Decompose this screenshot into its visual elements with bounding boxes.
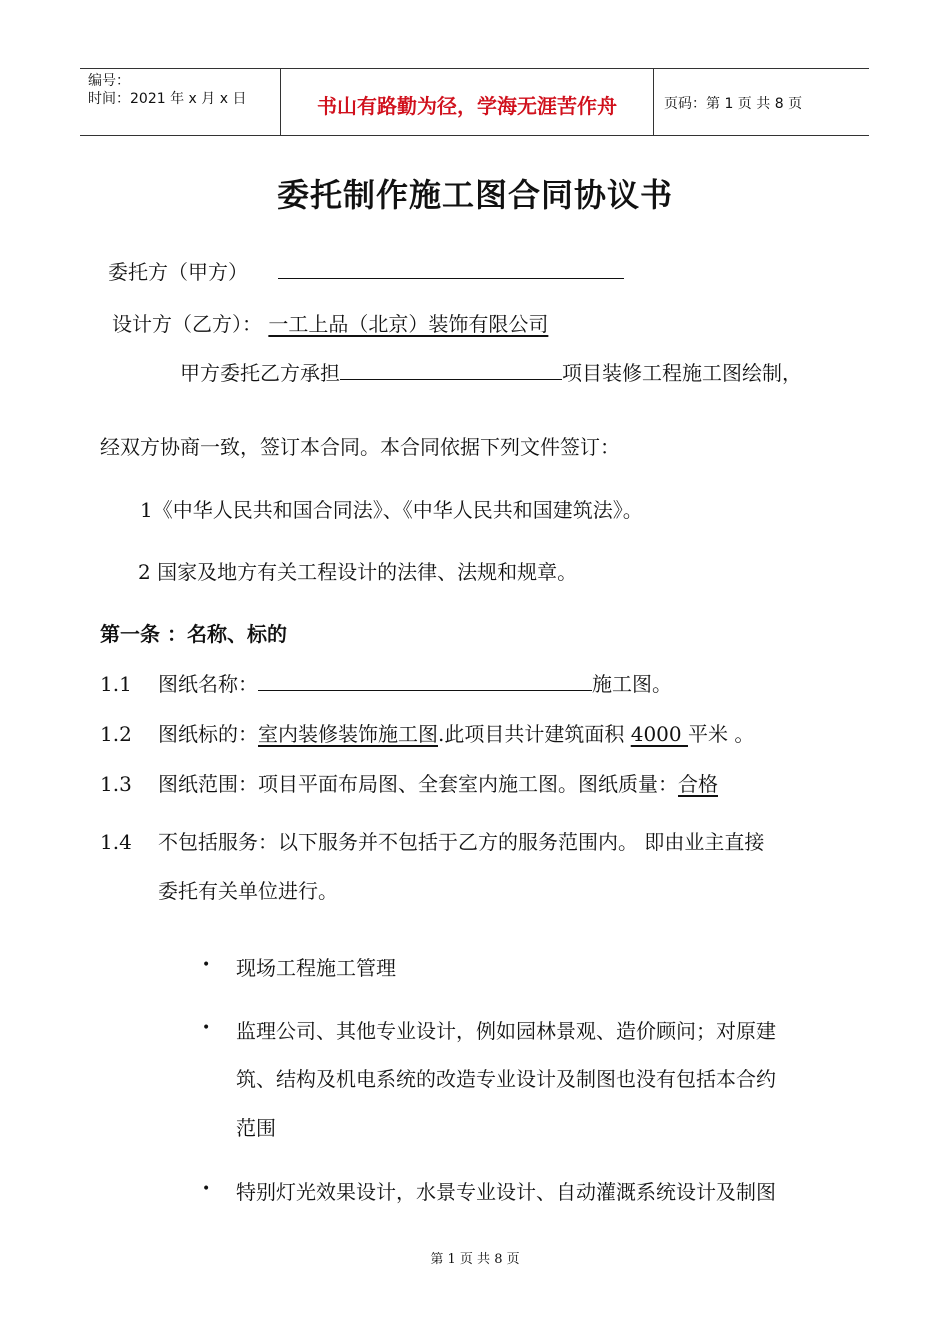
bullet-item-2-line-2: 筑、结构及机电系统的改造专业设计及制图也没有包括本合约 (236, 1067, 776, 1091)
item-text: .此项目共计建筑面积 (438, 722, 631, 746)
party-a-line (108, 256, 624, 285)
basis-2: 2 国家及地方有关工程设计的法律、法规和规章。 (138, 560, 578, 584)
item-1-3 (100, 768, 718, 797)
item-1-1 (100, 668, 672, 697)
intro-b: 项目装修工程施工图绘制， (562, 361, 802, 385)
item-text: 平米 。 (687, 722, 755, 746)
intro-continuation: 经双方协商一致，签订本合同。本合同依据下列文件签订： (100, 435, 620, 459)
document-header (80, 68, 869, 136)
party-a-blank (278, 256, 624, 279)
item-text: 不包括服务：以下服务并不包括于乙方的服务范围内。 即由业主直接 (158, 830, 765, 854)
item-1-4 (100, 826, 764, 855)
time-label: 时间：2021 年 x 月 x 日 (88, 91, 247, 107)
drawing-quality: 合格 (678, 772, 718, 796)
bullet-dot: • (202, 1020, 211, 1036)
drawing-subject: 室内装修装饰施工图 (258, 722, 438, 746)
party-b-line (112, 308, 548, 337)
page-footer: 第 1 页 共 8 页 (430, 1252, 520, 1267)
item-number: 1.2 (100, 722, 132, 746)
item-text: 图纸范围：项目平面布局图、全套室内施工图。图纸质量： (158, 772, 678, 796)
header-meta (80, 69, 280, 135)
bullet-item-3: 特别灯光效果设计，水景专业设计、自动灌溉系统设计及制图 (236, 1180, 776, 1204)
number-label: 编号： (88, 73, 130, 89)
party-b-name: 一工上品（北京）装饰有限公司 (268, 312, 549, 336)
basis-1: 1《中华人民共和国合同法》、《中华人民共和国建筑法》。 (140, 498, 643, 522)
area-value: 4000 (630, 722, 688, 746)
bullet-dot: • (202, 957, 211, 973)
bullet-dot: • (202, 1181, 211, 1197)
party-a-label: 委托方（甲方） (108, 260, 248, 284)
document-title: 委托制作施工图合同协议书 (276, 176, 673, 214)
bullet-item-2-line-3: 范围 (236, 1116, 276, 1140)
item-1-4-continuation: 委托有关单位进行。 (158, 879, 338, 903)
bullet-item-2-line-1: 监理公司、其他专业设计，例如园林景观、造价顾问；对原建 (236, 1019, 776, 1043)
item-text: 图纸标的： (158, 722, 258, 746)
article-1-heading: 第一条 ：名称、标的 (100, 622, 287, 646)
item-number: 1.3 (100, 772, 132, 796)
item-1-2 (100, 718, 754, 747)
item-text: 施工图。 (592, 672, 672, 696)
project-blank (340, 357, 562, 380)
intro-line (180, 357, 802, 386)
item-number: 1.4 (100, 830, 132, 854)
bullet-item-1: 现场工程施工管理 (236, 956, 396, 980)
header-page-info: 页码：第 1 页 共 8 页 (664, 96, 803, 112)
intro-a: 甲方委托乙方承担 (180, 361, 340, 385)
header-motto: 书山有路勤为径，学海无涯苦作舟 (280, 69, 654, 135)
drawing-name-blank (258, 668, 592, 691)
item-number: 1.1 (100, 672, 132, 696)
party-b-label: 设计方（乙方）： (112, 312, 262, 336)
item-text: 图纸名称： (158, 672, 258, 696)
